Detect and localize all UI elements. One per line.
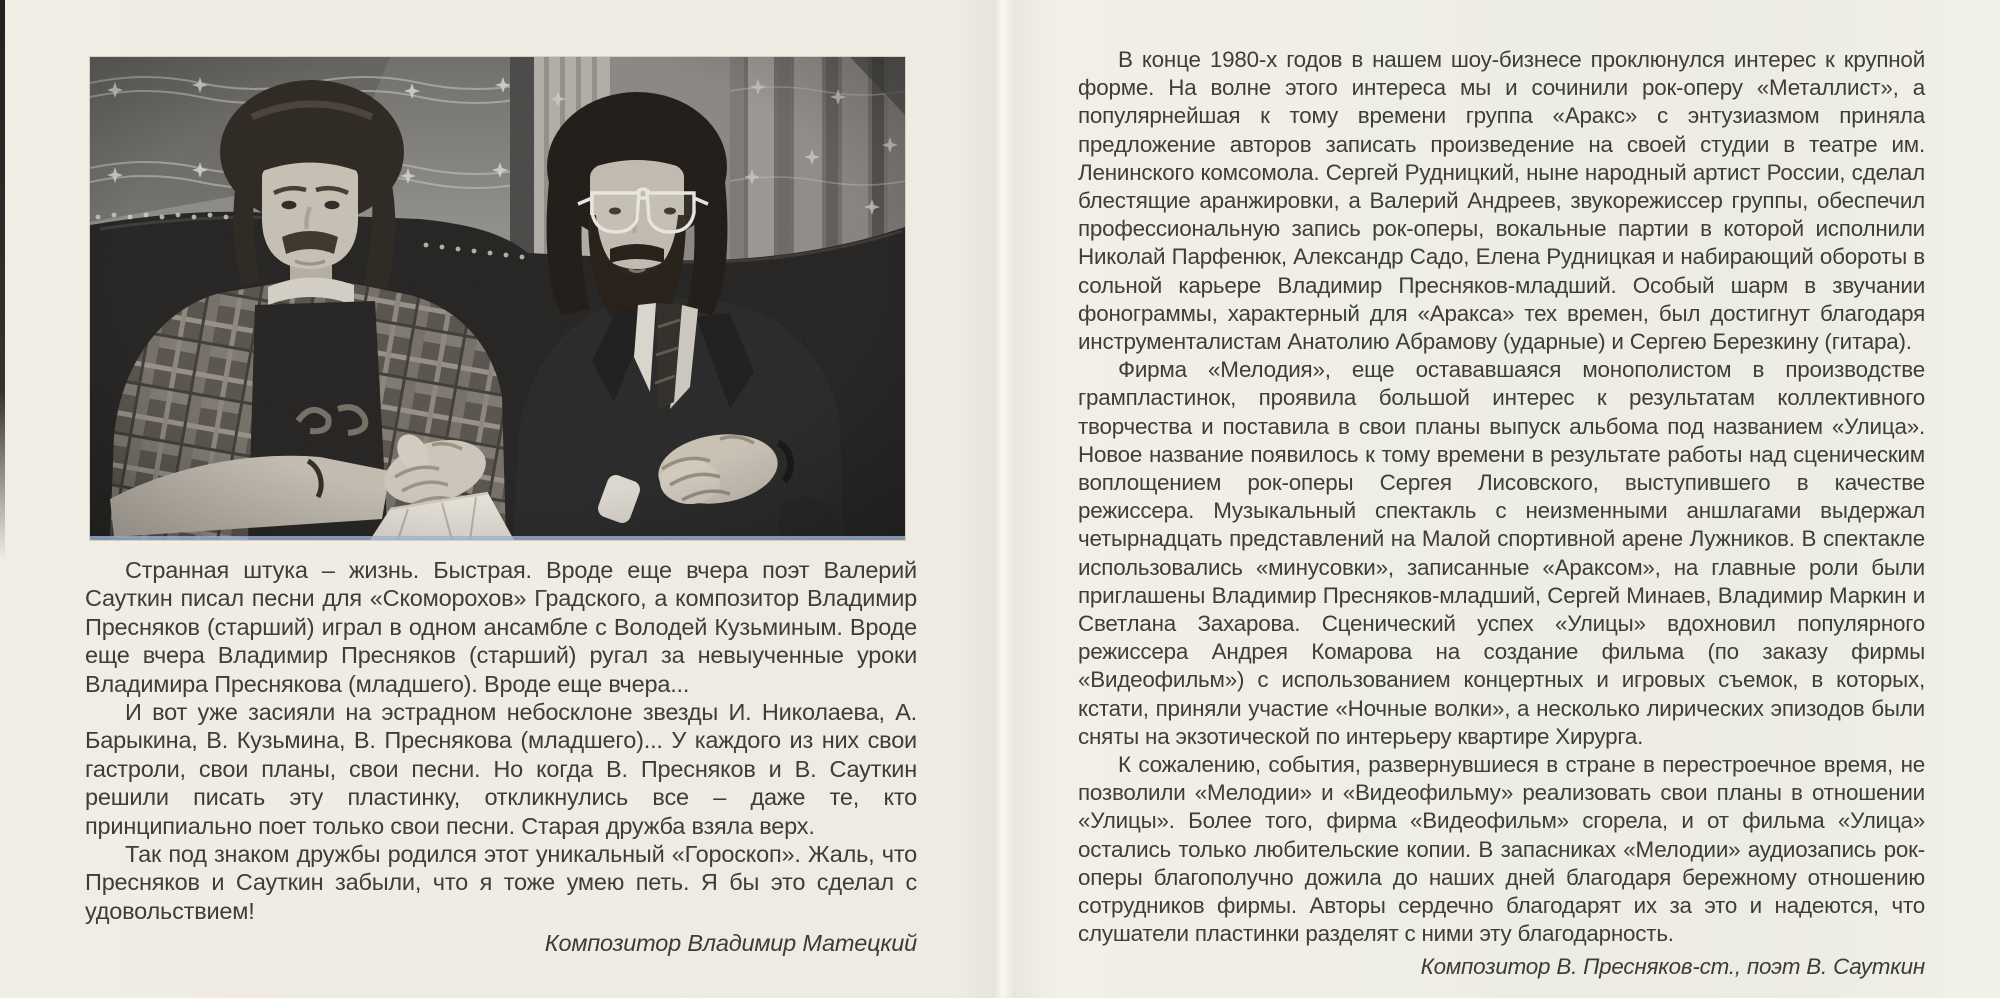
scan-edge-strip	[0, 0, 5, 560]
left-paragraph-3: Так под знаком дружбы родился этот уникальный «Гороскоп». Жаль, что Пресняков и Сауткин забыли, что я тоже умею петь. Я бы это сделал с удовольствием!	[85, 841, 917, 924]
center-fold	[958, 0, 1048, 998]
left-paragraph-2: И вот уже засияли на эстрадном небосклоне звезды И. Николаева, А. Барыкина, В. Кузьмина, В. Преснякова (младшего)... У каждого из них свои гастроли, свои планы, свои песни. Но когда В. Пресняков и В. Сауткин решили писать эту пластинку, откликнулись все – даже те, кто принципиально поет только свои песни. Старая дружба взяла верх.	[85, 699, 917, 839]
right-paragraph-1: В конце 1980-х годов в нашем шоу-бизнесе проклюнулся интерес к крупной форме. На волне этого интереса мы и сочинили рок-оперу «Металлист», а популярнейшая к тому времени группа «Аракс» с энтузиазмом приняла предложение авторов записать произведение на своей студии в театре им. Ленинского комсомола. Сергей Рудницкий, ныне народный артист России, сделал блестящие аранжировки, а Валерий Андреев, звукорежиссер группы, обеспечил профессиональную запись рок-оперы, вокальные партии в которой исполнили Николай Парфенюк, Александр Садо, Елена Рудницкая и набирающий обороты в сольной карьере Владимир Пресняков-младший. Особый шарм в звучании фонограммы, характерный для «Аракса» тех времен, был достигнут благодаря инструменталистам Анатолию Абрамову (ударные) и Сергею Березкину (гитара).	[1078, 47, 1925, 355]
right-signature: Композитор В. Пресняков-ст., поэт В. Сауткин	[1420, 953, 1925, 979]
two-men-photo	[90, 57, 905, 540]
left-text-column	[85, 556, 917, 958]
left-signature: Композитор Владимир Матецкий	[544, 930, 917, 957]
left-paragraph-1: Странная штука – жизнь. Быстрая. Вроде еще вчера поэт Валерий Сауткин писал песни для «Скоморохов» Градского, а композитор Владимир Пресняков (старший) играл в одном ансамбле с Володей Кузьминым. Вроде еще вчера Владимир Пресняков (старший) ругал за невыученные уроки Владимира Преснякова (младшего). Вроде еще вчера...	[85, 557, 917, 697]
right-paragraph-3: К сожалению, события, развернувшиеся в стране в перестроечное время, не позволили «Мелодии» и «Видеофильму» реализовать свои планы в отношении «Улицы». Более того, фирма «Видеофильм» сгорела, и от фильма «Улица» остались только любительские копии. В запасниках «Мелодии» аудиозапись рок-оперы благополучно дожила до наших дней благодаря бережному отношению сотрудников фирмы. Авторы сердечно благодарят их за это и надеются, что слушатели пластинки разделят с ними эту благодарность.	[1078, 752, 1925, 947]
photo-illustration	[90, 57, 905, 540]
right-text-column	[1078, 46, 1925, 981]
right-paragraph-2: Фирма «Мелодия», еще остававшаяся монополистом в производстве грампластинок, проявила большой интерес к результатам коллективного творчества и поставила в свои планы выпуск альбома под названием «Улица». Новое название появилось к тому времени в результате работы над сценическим воплощением рок-оперы Сергея Лисовского, выступившего в качестве режиссера. Музыкальный спектакль с неизменными аншлагами выдержал четырнадцать представлений на Малой спортивной арене Лужников. В спектакле использовались «минусовки», записанные «Араксом», на главные роли были приглашены Владимир Пресняков-младший, Сергей Минаев, Владимир Маркин и Светлана Захарова. Сценический успех «Улицы» вдохновил популярного режиссера Андрея Комарова на создание фильма (по заказу фирмы «Видеофильм») с использованием концертных и игровых съемок, в которых, кстати, приняли участие «Ночные волки», а несколько лирических эпизодов были сняты на экзотической по интерьеру квартире Хирурга.	[1078, 357, 1925, 749]
